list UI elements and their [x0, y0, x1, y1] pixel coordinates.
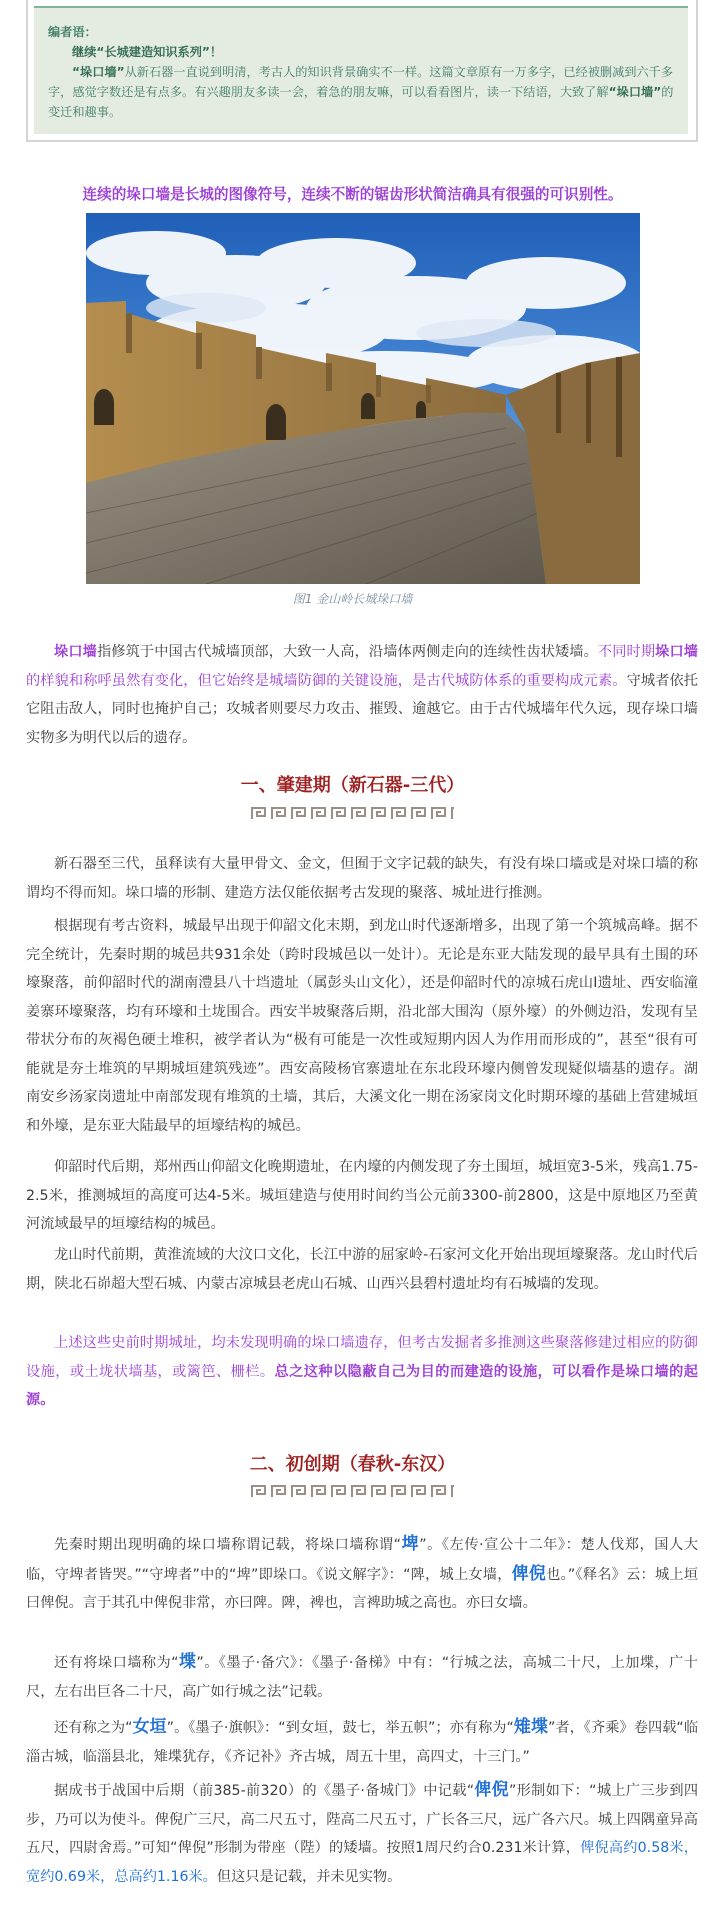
- s2-p3-c: ”。《墨子·旗帜》：“到女垣，鼓七，举五帜”；亦有称为“: [166, 1720, 514, 1736]
- ornament-divider-2: [251, 1484, 454, 1498]
- note-text: 从新石器一直说到明清，考古人的知识背景确实不一样。这篇文章原有一万多字，已经被删减到六千多字，感觉字数还是有点多。有兴趣朋友多读一会，着急的朋友嘛，可以看看图片，读一下结语，大致了解: [48, 65, 674, 99]
- s2-paragraph-1: [26, 1530, 698, 1618]
- s1-paragraph-1: 新石器至三代，虽释读有大量甲骨文、金文，但囿于文字记载的缺失，有没有垛口墙或是对垛口墙的称谓均不得而知。垛口墙的形制、建造方法仅能依据考古发现的聚落、城址进行推测。: [26, 856, 698, 901]
- term-bini-2: 俾倪: [474, 1780, 509, 1800]
- s2-p4-dimensions: 俾倪高约0.58米，宽约0.69米，总高约1.16米。: [26, 1840, 698, 1885]
- intro-highlight-2: 的样貌和称呼虽然有变化，但它始终是城墙防御的关键设施，是古代城防体系的重要构成元素。: [26, 672, 627, 689]
- note-title: 编者语：: [48, 25, 97, 39]
- s1-p5-conclusion: 总之这种以隐蔽自己为目的而建造的设施，可以看作是垛口墙的起源。: [26, 1363, 698, 1408]
- s2-p4-e: 但这只是记载，并未见实物。: [216, 1868, 402, 1885]
- term-duokouqiang: 垛口墙: [54, 644, 97, 660]
- term-bini: 俾倪: [511, 1563, 547, 1584]
- note-text-end: 的变迁和趣事。: [48, 85, 674, 119]
- term-die: 堞: [178, 1652, 197, 1672]
- section-2-title: 二、初创期（春秋-东汉）: [249, 1454, 456, 1475]
- intro-paragraph: [26, 638, 698, 752]
- s2-p2-c: ”。《墨子·备穴》：《墨子·备梯》中有：“行城之法，高城二十尺，上加堞，广十尺，左右出巨各二十尺，高广如行城之法”记载。: [26, 1655, 698, 1700]
- section-1-title: 一、肇建期（新石器-三代）: [240, 775, 465, 796]
- s1-paragraph-3: 仰韶时代后期，郑州西山仰韶文化晚期遗址，在内壕的内侧发现了夯土围垣，城垣宽3-5米，残高1.75-2.5米，推测城垣的高度可达4-5米。城垣建造与使用时间约当公元前3300-前2800，这是中原地区乃至黄河流域最早的垣壕结构的城邑。: [26, 1159, 698, 1232]
- term-pi: 埤: [401, 1534, 420, 1554]
- note-box: [34, 6, 688, 134]
- note-line1-text: 继续“长城建造知识系列”！: [72, 45, 223, 59]
- intro-highlight-1: 不同时期: [597, 644, 656, 660]
- intro-caption: 连续的垛口墙是长城的图像符号，连续不断的锯齿形状简洁确具有很强的可识别性。: [82, 186, 623, 203]
- term-duokouqiang-2: 垛口墙: [655, 644, 698, 660]
- s2-p4-c: ”形制如下：“城上广三步到四步，乃可以为使斗。俾倪广三尺，高二尺五寸，陛高二尺五寸，广长各三尺，远广各六尺。城上四隅童异高五尺，四尉舍焉。”可知“俾倪”形制为带座（陛）的矮墙。按照1周尺约合0.231米计算，: [26, 1783, 699, 1856]
- s2-paragraph-2: [26, 1648, 698, 1706]
- note-term: “垛口墙”: [72, 65, 125, 79]
- s1-paragraph-2: 根据现有考古资料，城最早出现于仰韶文化末期，到龙山时代逐渐增多，出现了第一个筑城高峰。据不完全统计，先秦时期的城邑共931余处（跨时段城邑以一处计）。无论是东亚大陆发现的最早具有土围的环壕聚落，前仰韶时代的湖南澧县八十垱遗址（属彭头山文化），还是仰韶时代的凉城石虎山Ⅰ遗址、西安临潼姜寨环壕聚落，均有环壕和土垅围合。西安半坡聚落后期，沿北部大围沟（原外壕）的外侧边沿，发现有呈带状分布的灰褐色硬土堆积，被学者认为“极有可能是一次性或短期内因人为作用而形成的”，甚至“很有可能就是夯土堆筑的早期城垣建筑残迹”。西安高陵杨官寨遗址在东北段环壕内侧曾发现疑似墙基的遗存。湖南安乡汤家岗遗址中南部发现有堆筑的土墙，其后，大溪文化一期在汤家岗文化时期环壕的基础上营建城垣和外壕，是东亚大陆最早的垣壕结构的城邑。: [26, 918, 698, 1134]
- term-nvyuan: 女垣: [132, 1717, 167, 1737]
- s2-p1-c: ”。《左传·宣公十二年》：楚人伐郑，国人大临，守埤者皆哭。”“守埤者”中的“埤”即垛口。《说文解字》：“陴，城上女墙，: [26, 1537, 699, 1583]
- note-term-2: “垛口墙”: [608, 85, 662, 99]
- note-border-right: [696, 0, 698, 142]
- s2-p1-a: 先秦时期出现明确的垛口墙称谓记载，将垛口墙称谓“: [54, 1537, 402, 1553]
- intro-rest: 守城者依托它阻击敌人，同时也掩护自己；攻城者则要尽力攻击、摧毁、逾越它。由于古代城墙年代久远，现存垛口墙实物多为明代以后的遗存。: [26, 672, 698, 746]
- s2-paragraph-3: [26, 1713, 698, 1771]
- note-border-bottom: [26, 140, 698, 142]
- s2-p1-e: 也。”《释名》云：城上垣曰俾倪。言于其孔中俾倪非常，亦曰陴。陴，裨也，言裨助城之高也。亦曰女墙。: [26, 1566, 699, 1611]
- term-zhidie: 雉堞: [513, 1717, 549, 1737]
- great-wall-photo: [86, 213, 640, 584]
- note-border-left: [26, 0, 28, 142]
- s1-paragraph-4: 龙山时代前期，黄淮流域的大汶口文化，长江中游的屈家岭-石家河文化开始出现垣壕聚落。龙山时代后期，陕北石峁超大型石城、内蒙古凉城县老虎山石城、山西兴县碧村遗址均有石城墙的发现。: [26, 1247, 698, 1292]
- s2-p3-e: ”者，《齐乘》卷四载“临淄古城，临淄县北，雉堞犹存，《齐记补》齐古城，周五十里，高四丈，十三门。”: [26, 1720, 699, 1765]
- s2-p3-a: 还有称之为“: [54, 1720, 133, 1736]
- note-line1: [48, 42, 674, 62]
- note-paragraph: [48, 62, 674, 122]
- s1-paragraph-5: [26, 1329, 698, 1415]
- photo-caption: 图1 金山岭长城垛口墙: [292, 592, 413, 606]
- s2-paragraph-4: [26, 1776, 698, 1891]
- s2-p2-a: 还有将垛口墙称为“: [54, 1655, 179, 1671]
- intro-def: 指修筑于中国古代城墙顶部，大致一人高，沿墙体两侧走向的连续性齿状矮墙。: [96, 644, 598, 660]
- editor-note: [26, 0, 698, 142]
- s1-p5-text: 上述这些史前时期城址，均未发现明确的垛口墙遗存，但考古发掘者多推测这些聚落修建过相应的防御设施，或土垅状墙基，或篱笆、栅栏。: [26, 1335, 698, 1380]
- s2-p4-a: 据成书于战国中后期（前385-前320）的《墨子·备城门》中记载“: [54, 1783, 475, 1799]
- ornament-divider-1: [251, 806, 454, 820]
